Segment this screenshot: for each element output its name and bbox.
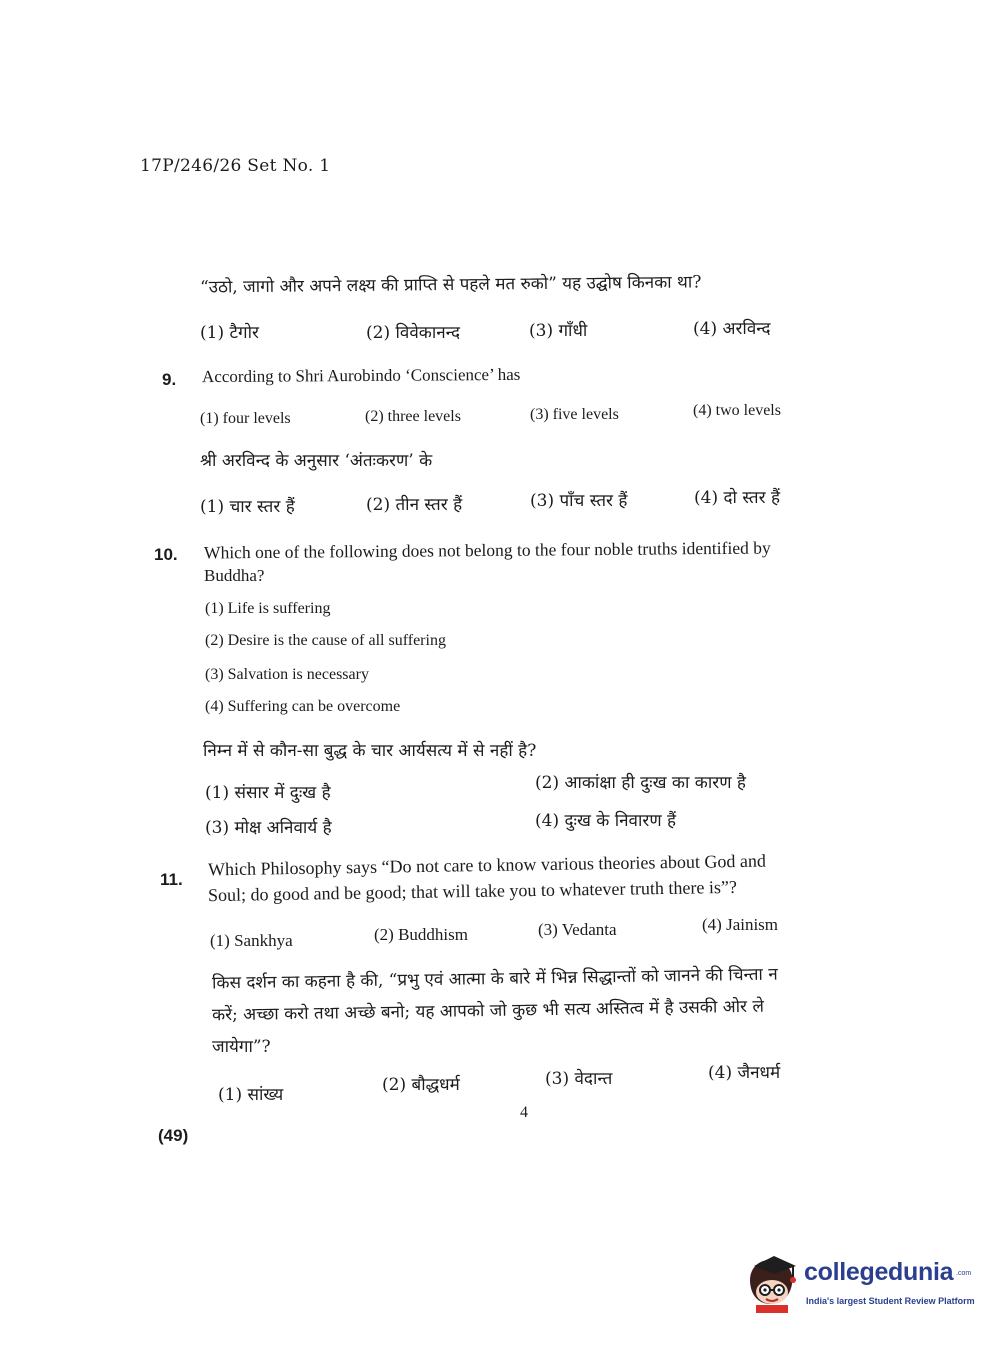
q9-question: According to Shri Aurobindo ‘Conscience’ has: [201, 364, 521, 387]
q10-question-line-1: Which one of the following does not belong to the four noble truths identified by: [203, 537, 771, 563]
q9-option-4: (4) two levels: [693, 402, 781, 419]
q10-option-2: (2) Desire is the cause of all suffering: [205, 632, 446, 649]
q11-number: 11.: [160, 870, 183, 889]
q10-number: 10.: [154, 545, 178, 564]
q11-hindi-line-3: जायेगा”?: [212, 1037, 271, 1057]
q9-hindi-option-2: (2) तीन स्तर हैं: [366, 495, 463, 515]
q9-number: 9.: [162, 370, 177, 389]
q11-hindi-option-1: (1) सांख्य: [218, 1085, 284, 1105]
q9-hindi-option-4: (4) दो स्तर हैं: [694, 488, 781, 508]
paper-code: 17P/246/26 Set No. 1: [140, 156, 331, 176]
q10-hindi-option-2: (2) आकांक्षा ही दुःख का कारण है: [535, 773, 746, 793]
q11-option-2: (2) Buddhism: [374, 925, 468, 944]
mascot-icon: [744, 1252, 802, 1314]
q10-hindi-question: निम्न में से कौन-सा बुद्ध के चार आर्यसत्य में से नहीं है?: [203, 741, 537, 761]
booklet-code: (49): [158, 1126, 189, 1145]
q10-hindi-option-4: (4) दुःख के निवारण हैं: [535, 811, 677, 831]
q10-option-4: (4) Suffering can be overcome: [205, 698, 401, 715]
q11-hindi-line-1: किस दर्शन का कहना है की, “प्रभु एवं आत्मा के बारे में भिन्न सिद्धान्तों को जानने की चिन्ता न: [211, 964, 778, 994]
q9-hindi-option-3: (3) पाँच स्तर हैं: [530, 491, 628, 511]
q11-option-3: (3) Vedanta: [538, 920, 617, 939]
q9-hindi-question: श्री अरविन्द के अनुसार ‘अंतःकरण’ के: [200, 451, 433, 471]
q10-option-3: (3) Salvation is necessary: [205, 666, 369, 683]
q11-hindi-option-4: (4) जैनधर्म: [708, 1063, 781, 1083]
q8-hindi-option-4: (4) अरविन्द: [693, 319, 771, 339]
collegedunia-watermark: [744, 1248, 975, 1318]
q10-option-1: (1) Life is suffering: [205, 600, 331, 617]
q9-hindi-option-1: (1) चार स्तर हैं: [200, 497, 295, 517]
q10-hindi-option-3: (3) मोक्ष अनिवार्य है: [205, 818, 332, 838]
watermark-brand: collegedunia: [804, 1258, 954, 1286]
q8-hindi-option-1: (1) टैगोर: [200, 323, 259, 343]
q10-hindi-option-1: (1) संसार में दुःख है: [205, 783, 331, 803]
q11-hindi-option-2: (2) बौद्धधर्म: [382, 1075, 460, 1095]
q8-hindi-question: “उठो, जागो और अपने लक्ष्य की प्राप्ति से पहले मत रुको” यह उद्घोष किनका था?: [199, 272, 702, 298]
q9-option-2: (2) three levels: [365, 408, 461, 425]
q11-option-4: (4) Jainism: [702, 915, 779, 934]
page-number: 4: [520, 1104, 528, 1121]
q9-option-1: (1) four levels: [200, 410, 291, 427]
watermark-suffix: .com: [956, 1270, 972, 1277]
q11-question-line-1: Which Philosophy says “Do not care to know various theories about God and: [207, 850, 767, 880]
q10-question-line-2: Buddha?: [204, 566, 265, 585]
watermark-tagline: India's largest Student Review Platform: [806, 1296, 975, 1306]
q11-option-1: (1) Sankhya: [210, 931, 293, 950]
q9-option-3: (3) five levels: [530, 406, 619, 423]
q8-hindi-option-3: (3) गाँधी: [529, 321, 588, 341]
q11-hindi-line-2: करें; अच्छा करो तथा अच्छे बनो; यह आपको जो कुछ भी सत्य अस्तित्व में है उसकी ओर ले: [211, 996, 765, 1026]
q11-question-line-2: Soul; do good and be good; that will take you to whatever truth there is”?: [207, 876, 738, 906]
q8-hindi-option-2: (2) विवेकानन्द: [366, 323, 460, 343]
q11-hindi-option-3: (3) वेदान्त: [545, 1069, 613, 1089]
